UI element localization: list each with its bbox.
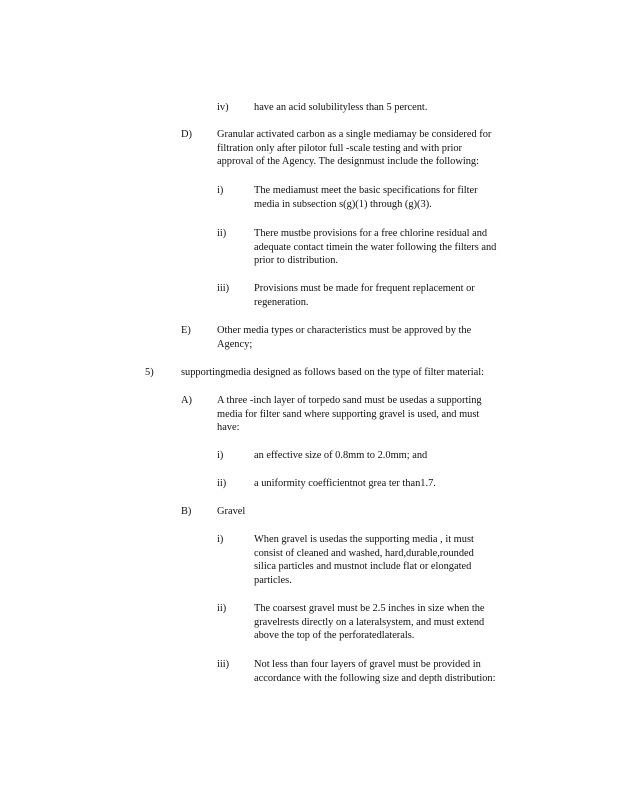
text-line: gravelrests directly on a lateralsystem, and must extend <box>254 616 485 628</box>
text-line: have an acid solubilityless than 5 percent. <box>254 102 428 113</box>
item-text <box>254 282 537 309</box>
text-line: consist of cleaned and washed, hard,durable,rounded <box>254 547 474 559</box>
text-line: supportingmedia designed as follows based on the type of filter material: <box>181 367 484 378</box>
item-marker: B) <box>181 506 192 517</box>
item-text <box>254 602 537 643</box>
text-line: Other media types or characteristics must be approved by the <box>217 325 472 336</box>
text-line: prior to distribution. <box>254 255 338 267</box>
text-line: When gravel is usedas the supporting media , it must <box>254 534 474 545</box>
text-line: filtration only after pilotor full -scale testing and with prior <box>217 142 462 154</box>
item-text <box>254 658 537 685</box>
item-marker: ii) <box>217 228 227 239</box>
text-line: particles. <box>254 574 292 586</box>
item-text <box>181 366 537 380</box>
text-line: Not less than four layers of gravel must be provided in <box>254 659 481 670</box>
text-line: A three -inch layer of torpedo sand must be usedas a supporting <box>217 395 482 406</box>
item-marker: iv) <box>217 102 229 113</box>
text-line: above the top of the perforatedlaterals. <box>254 630 415 642</box>
text-line: regeneration. <box>254 296 309 308</box>
text-line: The coarsest gravel must be 2.5 inches in size when the <box>254 603 485 614</box>
item-text <box>217 505 537 519</box>
item-text <box>254 101 534 115</box>
item-marker: i) <box>217 450 224 461</box>
item-text <box>254 227 537 268</box>
item-text <box>254 477 537 491</box>
text-line: media for filter sand where supporting gravel is used, and must <box>217 408 480 420</box>
item-marker: i) <box>217 185 224 196</box>
text-line: have: <box>217 422 240 434</box>
item-marker: A) <box>181 395 192 406</box>
item-marker: iii) <box>217 283 230 294</box>
text-line: Agency; <box>217 338 253 350</box>
text-line: media in subsection s(g)(1) through (g)(3). <box>254 198 432 210</box>
item-text <box>254 533 537 587</box>
text-line: Gravel <box>217 506 246 517</box>
item-marker: 5) <box>145 367 154 378</box>
item-marker: ii) <box>217 603 227 614</box>
text-line: silica particles and mustnot include flat or elongated <box>254 561 472 573</box>
item-marker: D) <box>181 129 192 140</box>
text-line: approval of the Agency. The designmust include the following: <box>217 156 480 168</box>
text-line: Provisions must be made for frequent replacement or <box>254 283 475 294</box>
text-line: a uniformity coefficientnot grea ter than1.7. <box>254 478 436 489</box>
item-text <box>217 394 537 435</box>
text-line: The mediamust meet the basic specifications for filter <box>254 185 478 196</box>
item-text <box>217 324 537 351</box>
item-text <box>254 449 537 463</box>
item-marker: ii) <box>217 478 227 489</box>
item-text <box>217 128 537 169</box>
text-line: There mustbe provisions for a free chlorine residual and <box>254 228 488 239</box>
item-marker: E) <box>181 325 191 336</box>
text-line: Granular activated carbon as a single mediamay be considered for <box>217 129 492 140</box>
text-line: an effective size of 0.8mm to 2.0mm; and <box>254 450 428 461</box>
text-line: adequate contact timein the water following the filters and <box>254 241 497 253</box>
item-marker: iii) <box>217 659 230 670</box>
item-text <box>254 184 537 211</box>
item-marker: i) <box>217 534 224 545</box>
text-line: accordance with the following size and depth distribution: <box>254 672 496 684</box>
